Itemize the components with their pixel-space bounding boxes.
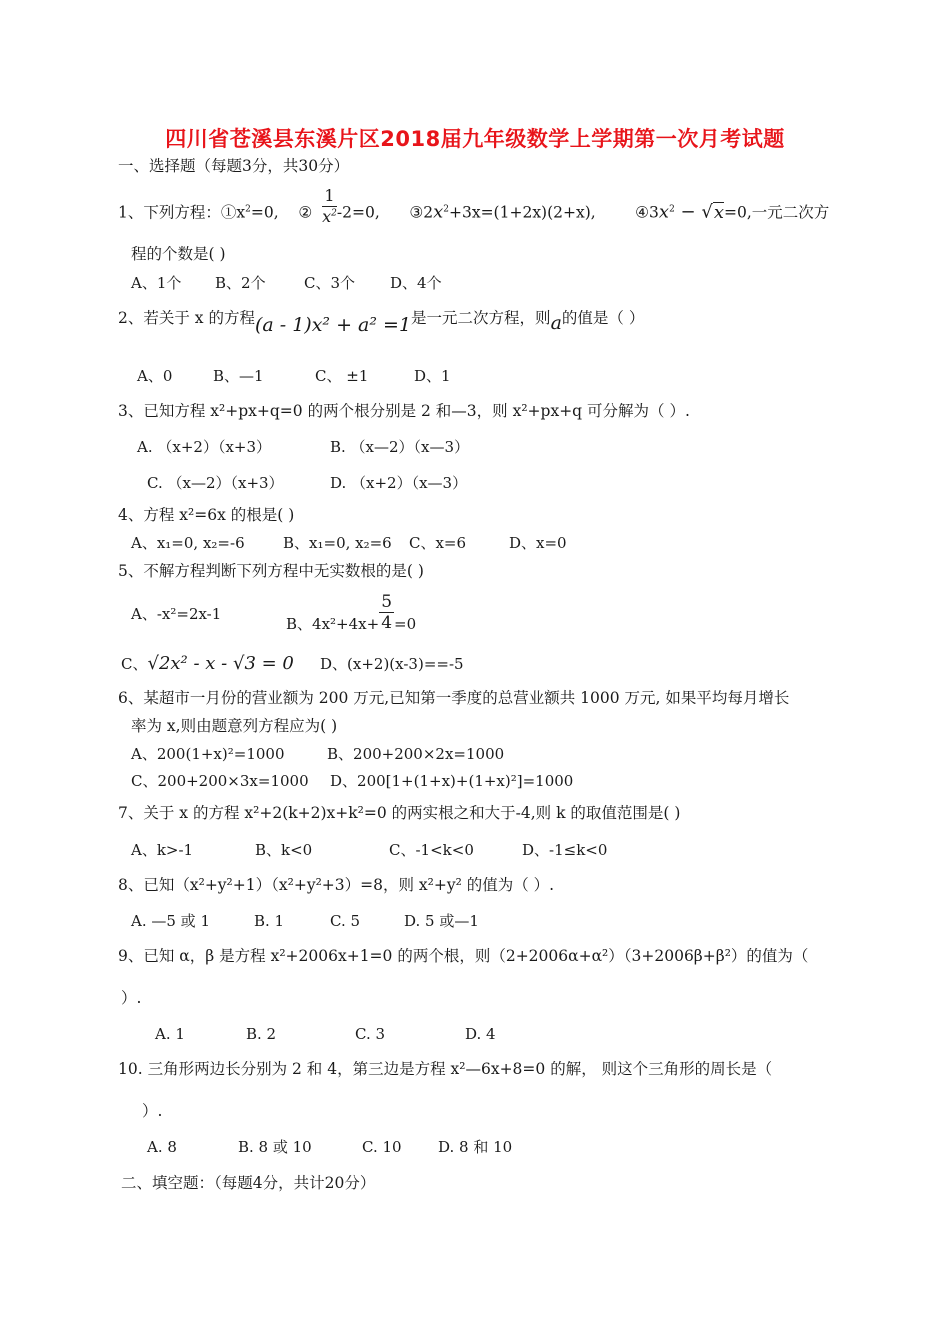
option-9d[interactable]: D. 4 <box>465 1025 496 1043</box>
question-4: 4、方程 x²=6x 的根是( ) <box>118 506 295 524</box>
option-7c[interactable]: C、-1<k<0 <box>389 841 474 859</box>
option-6b[interactable]: B、200+200×2x=1000 <box>327 745 505 763</box>
question-1-number: 1、 <box>118 203 144 222</box>
option-3d[interactable]: D. （x+2）（x—3） <box>330 474 468 492</box>
option-2c[interactable]: C、 ±1 <box>315 367 369 385</box>
option-1c[interactable]: C、3个 <box>304 274 356 292</box>
equation-q2: (a - 1)x² + a² =1 <box>254 314 412 336</box>
option-7a[interactable]: A、k>-1 <box>131 841 194 859</box>
option-8d[interactable]: D. 5 或—1 <box>404 912 479 930</box>
question-6-continued: 率为 x,则由题意列方程应为( ) <box>131 717 338 735</box>
option-9c[interactable]: C. 3 <box>355 1025 386 1043</box>
option-5a[interactable]: A、-x²=2x-1 <box>131 605 222 623</box>
option-6c[interactable]: C、200+200×3x=1000 <box>131 772 309 790</box>
option-9b[interactable]: B. 2 <box>246 1025 277 1043</box>
question-1: 1、下列方程：$①x^2=0$, ② $\frac{1}{x^2}$ -2=0, $③2x^2+3x=(1+2x)(2+x)$, $④3x^2 - √x=0$,一元二次方 <box>118 186 830 226</box>
question-9: 9、已知 α，β 是方程 x²+2006x+1=0 的两个根，则（2+2006α+α²）（3+2006β+β²）的值为（ <box>118 947 809 965</box>
option-5b[interactable]: B、4x²+4x+ $\frac{5}{4}$ =0 <box>286 592 417 633</box>
option-4a[interactable]: A、x₁=0, x₂=-6 <box>131 534 245 552</box>
option-5c[interactable]: C、√2x² - x - √3 = 0 <box>121 653 294 674</box>
question-9-continued: ）. <box>121 989 142 1007</box>
option-3c[interactable]: C. （x—2）（x+3） <box>147 474 284 492</box>
option-7b[interactable]: B、k<0 <box>255 841 313 859</box>
question-8: 8、已知（x²+y²+1）（x²+y²+3）=8，则 x²+y² 的值为（ ）. <box>118 876 555 894</box>
option-2a[interactable]: A、0 <box>137 367 173 385</box>
option-9a[interactable]: A. 1 <box>155 1025 185 1043</box>
option-8b[interactable]: B. 1 <box>254 912 285 930</box>
question-1-continued: 程的个数是( ) <box>131 245 226 263</box>
option-8c[interactable]: C. 5 <box>330 912 361 930</box>
fraction-1-over-x2: $\frac{1}{x^2}$ <box>322 186 337 226</box>
option-10d[interactable]: D. 8 和 10 <box>438 1138 513 1156</box>
option-1b[interactable]: B、2个 <box>215 274 266 292</box>
question-2: 2、若关于 x 的方程(a - 1)x² + a² =1是一元二次方程，则a的值是（ ） <box>118 309 645 336</box>
question-6: 6、某超市一月份的营业额为 200 万元,已知第一季度的总营业额共 1000 万元, 如果平均每月增长 <box>118 689 790 707</box>
question-5: 5、不解方程判断下列方程中无实数根的是( ) <box>118 562 424 580</box>
option-10b[interactable]: B. 8 或 10 <box>238 1138 312 1156</box>
question-10-continued: ）. <box>142 1102 163 1120</box>
option-5d[interactable]: D、(x+2)(x-3)==-5 <box>320 655 464 673</box>
option-4c[interactable]: C、x=6 <box>409 534 467 552</box>
option-2b[interactable]: B、—1 <box>213 367 264 385</box>
option-7d[interactable]: D、-1≤k<0 <box>522 841 608 859</box>
option-1a[interactable]: A、1个 <box>131 274 182 292</box>
option-1d[interactable]: D、4个 <box>390 274 442 292</box>
section-heading-choice: 一、选择题（每题3分，共30分） <box>118 157 350 175</box>
option-4b[interactable]: B、x₁=0, x₂=6 <box>283 534 392 552</box>
question-10: 10. 三角形两边长分别为 2 和 4，第三边是方程 x²—6x+8=0 的解， 则这个三角形的周长是（ <box>118 1060 773 1078</box>
option-3a[interactable]: A. （x+2）（x+3） <box>137 438 272 456</box>
page-title: 四川省苍溪县东溪片区2018届九年级数学上学期第一次月考试题 <box>165 127 785 151</box>
option-3b[interactable]: B. （x—2）（x—3） <box>330 438 470 456</box>
option-8a[interactable]: A. —5 或 1 <box>131 912 210 930</box>
option-6d[interactable]: D、200[1+(1+x)+(1+x)²]=1000 <box>330 772 574 790</box>
option-10c[interactable]: C. 10 <box>362 1138 402 1156</box>
option-4d[interactable]: D、x=0 <box>509 534 567 552</box>
option-10a[interactable]: A. 8 <box>147 1138 177 1156</box>
section-heading-fill: 二、填空题：（每题4分，共计20分） <box>121 1174 376 1192</box>
question-3: 3、已知方程 x²+px+q=0 的两个根分别是 2 和—3，则 x²+px+q 可分解为（ ）. <box>118 402 690 420</box>
option-2d[interactable]: D、1 <box>414 367 451 385</box>
question-7: 7、关于 x 的方程 x²+2(k+2)x+k²=0 的两实根之和大于-4,则 k 的取值范围是( ) <box>118 804 681 822</box>
option-6a[interactable]: A、200(1+x)²=1000 <box>131 745 285 763</box>
